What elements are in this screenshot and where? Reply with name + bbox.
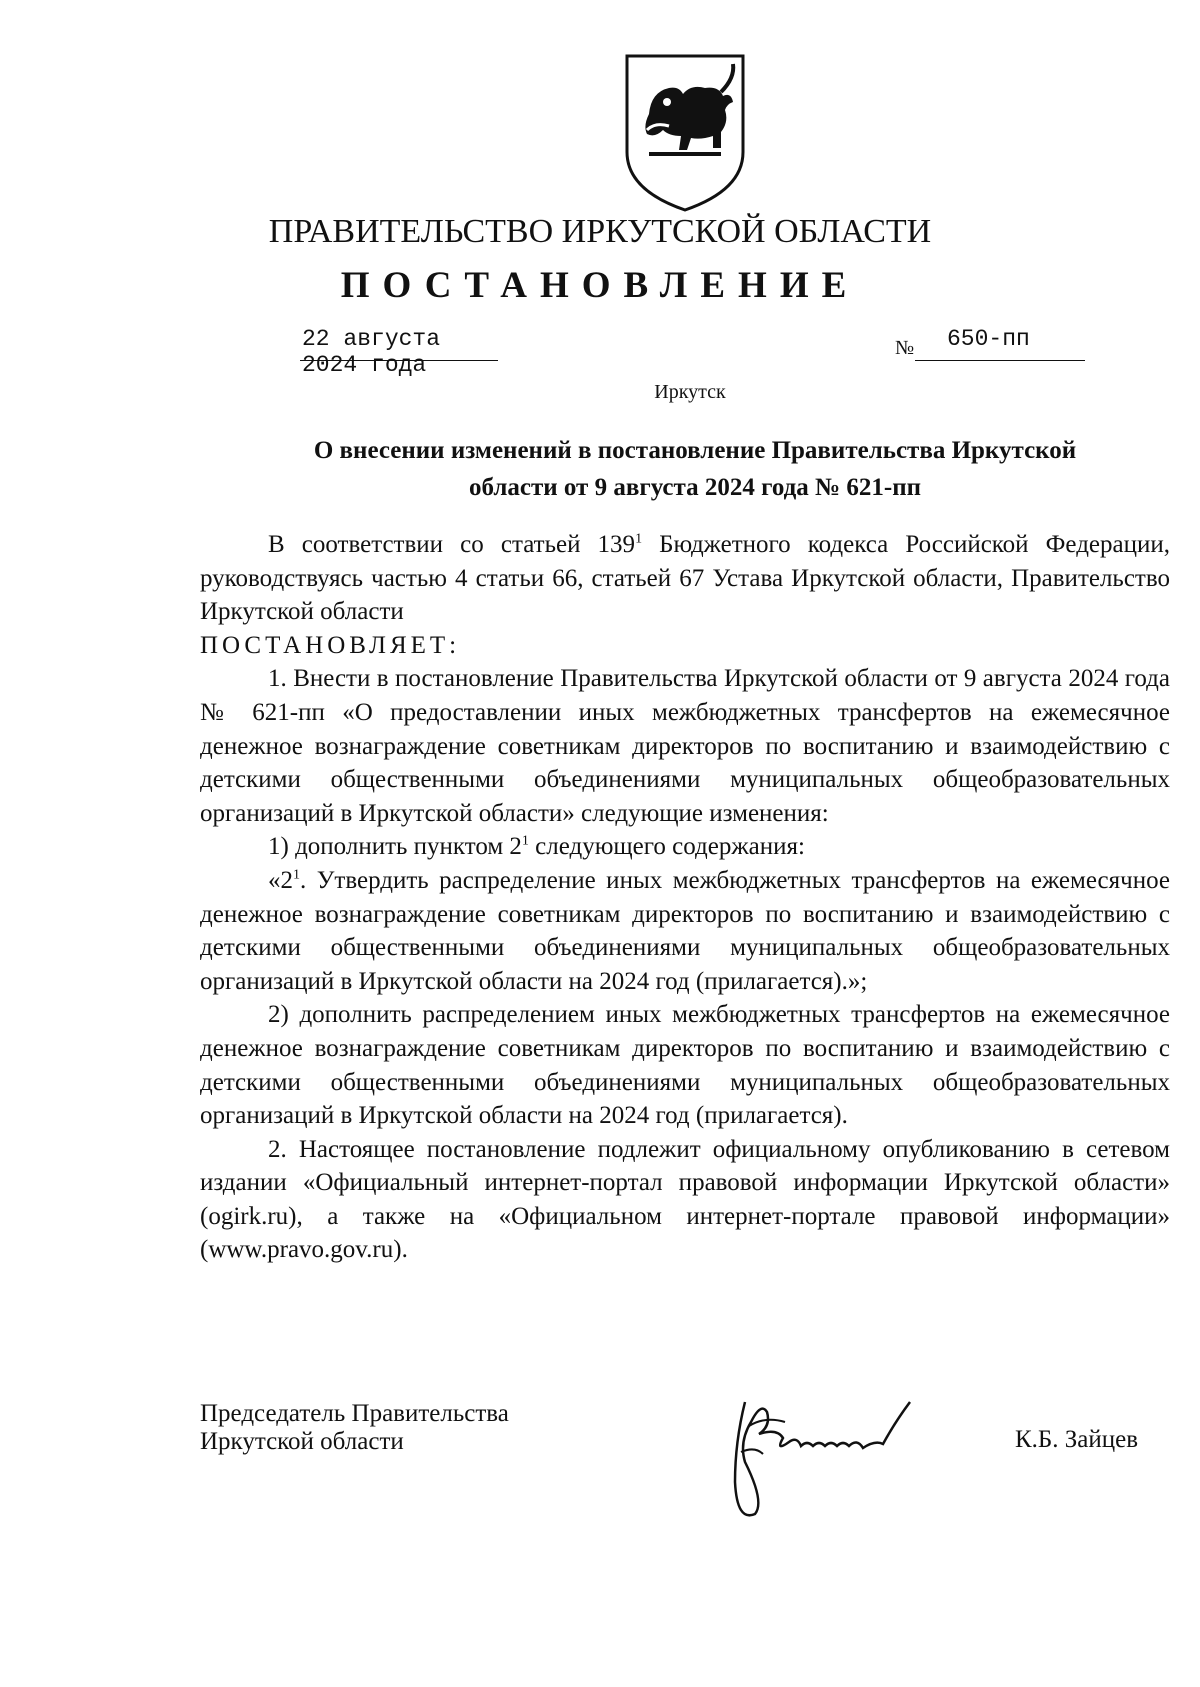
- subclause-2-paragraph: 2) дополнить распределением иных межбюджетных трансфертов на ежемесячное денежное вознаграждение советникам директоров по воспитанию и взаимодействию с детскими общественными объединениями муниципальных общеобразовательных организаций в Иркутской области на 2024 год (прилагается).: [200, 1001, 1170, 1130]
- number-sign-label: №: [895, 337, 915, 359]
- organization-name: ПРАВИТЕЛЬСТВО ИРКУТСКОЙ ОБЛАСТИ: [268, 213, 932, 250]
- clause-2-paragraph: 2. Настоящее постановление подлежит официальному опубликованию в сетевом издании «Официальный интернет-портал правовой информации Иркутской области» (ogirk.ru), а также на «Официальном интернет-портале правовой информации» (www.pravo.gov.ru).: [200, 1135, 1170, 1264]
- preamble-paragraph: [200, 528, 1170, 629]
- inserted-clause-paragraph: [200, 864, 1170, 998]
- document-number-field: [915, 326, 1085, 361]
- subclause-1-text-b: следующего содержания:: [528, 833, 805, 861]
- preamble-text-b: Бюджетного кодекса Российской Федерации, руководствуясь частью 4 статьи 66, статьей 67 Устава Иркутской области, Правительство Иркутской области: [200, 531, 1170, 626]
- inserted-clause-text-b: . Утвердить распределение иных межбюджетных трансфертов на ежемесячное денежное вознаграждение советникам директоров по воспитанию и взаимодействию с детскими общественными объединениями муниципальных общеобразовательных организаций в Иркутской области на 2024 год (прилагается).»;: [200, 866, 1170, 995]
- title-line-1: О внесении изменений в постановление Правительства Иркутской: [313, 437, 1077, 464]
- signatory-name: К.Б. Зайцев: [1015, 1426, 1139, 1453]
- document-type-heading: ПОСТАНОВЛЕНИЕ: [340, 265, 860, 306]
- subclause-1-text-a: 1) дополнить пунктом 2: [268, 833, 522, 861]
- document-date: 22 августа 2024 года: [302, 326, 441, 378]
- document-date-field: [300, 326, 498, 378]
- preamble-superscript: 1: [635, 531, 643, 547]
- signatory-position-line-2: Иркутской области: [200, 1428, 404, 1455]
- document-title: [200, 432, 1190, 506]
- preamble-text-a: В соответствии со статьей 139: [268, 531, 636, 558]
- handwritten-signature: [705, 1382, 950, 1532]
- subclause-1-superscript: 1: [521, 834, 529, 850]
- title-line-2: области от 9 августа 2024 года № 621-пп: [468, 474, 922, 501]
- document-number: 650-пп: [947, 326, 1030, 352]
- inserted-clause-text-a: «2: [268, 866, 293, 894]
- clause-1-paragraph: 1. Внести в постановление Правительства Иркутской области от 9 августа 2024 года № 621-пп «О предоставлении иных межбюджетных трансфертов на ежемесячное денежное вознаграждение советникам директоров по воспитанию и взаимодействию с детскими общественными объединениями муниципальных общеобразовательных организаций в Иркутской области» следующие изменения:: [200, 665, 1170, 827]
- decree-word: ПОСТАНОВЛЯЕТ:: [200, 631, 461, 659]
- city-name: Иркутск: [654, 381, 726, 403]
- coat-of-arms-emblem: [621, 52, 749, 214]
- document-body: [200, 528, 1170, 1267]
- signatory-position-line-1: Председатель Правительства: [200, 1400, 509, 1427]
- subclause-1-paragraph: [200, 830, 1170, 864]
- signatory-position: [200, 1400, 509, 1456]
- inserted-clause-superscript: 1: [293, 867, 300, 883]
